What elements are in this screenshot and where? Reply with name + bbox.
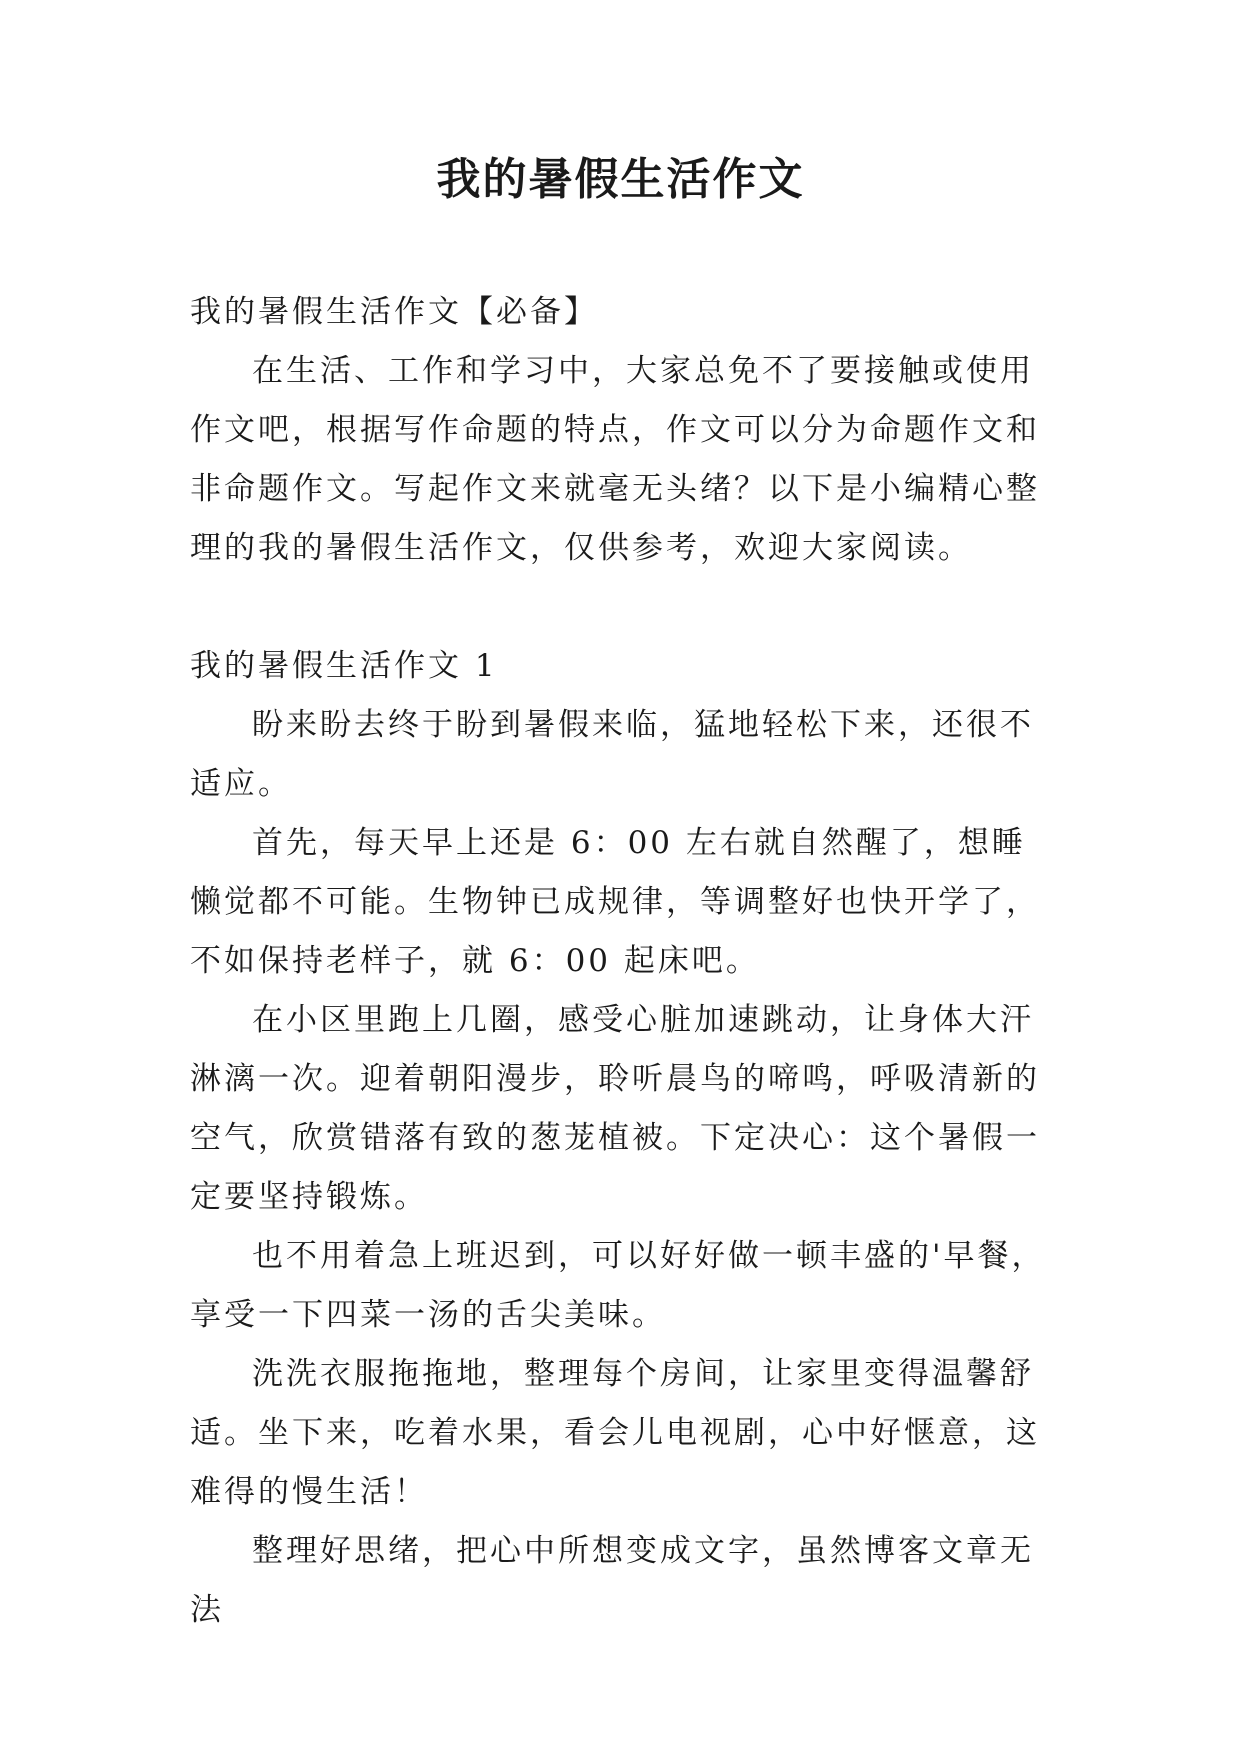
paragraph: 整理好思绪，把心中所想变成文字，虽然博客文章无法: [190, 1533, 1034, 1628]
section-gap: [190, 578, 1050, 637]
paragraph: 也不用着急上班迟到，可以好好做一顿丰盛的'早餐，享受一下四菜一汤的舌尖美味。: [190, 1238, 1046, 1333]
intro-paragraph: 在生活、工作和学习中，大家总免不了要接触或使用作文吧，根据写作命题的特点，作文可以分为命题作文和非命题作文。写起作文来就毫无头绪？以下是小编精心整理的我的暑假生活作文，仅供参考，欢迎大家阅读。: [190, 353, 1040, 566]
document-body: [190, 283, 1050, 1640]
paragraph: 在小区里跑上几圈，感受心脏加速跳动，让身体大汗淋漓一次。迎着朝阳漫步，聆听晨鸟的啼鸣，呼吸清新的空气，欣赏错落有致的葱茏植被。下定决心：这个暑假一定要坚持锻炼。: [190, 1002, 1040, 1215]
section-heading: 我的暑假生活作文 1: [190, 648, 498, 684]
paragraph: 洗洗衣服拖拖地，整理每个房间，让家里变得温馨舒适。坐下来，吃着水果，看会儿电视剧，心中好惬意，这难得的慢生活！: [190, 1356, 1040, 1510]
paragraph: 首先，每天早上还是 6：00 左右就自然醒了，想睡懒觉都不可能。生物钟已成规律，等调整好也快开学了，不如保持老样子，就 6：00 起床吧。: [190, 825, 1040, 979]
intro-heading: 我的暑假生活作文【必备】: [190, 294, 598, 330]
document-title: 我的暑假生活作文: [436, 154, 805, 205]
paragraph: 盼来盼去终于盼到暑假来临，猛地轻松下来，还很不适应。: [190, 707, 1034, 802]
